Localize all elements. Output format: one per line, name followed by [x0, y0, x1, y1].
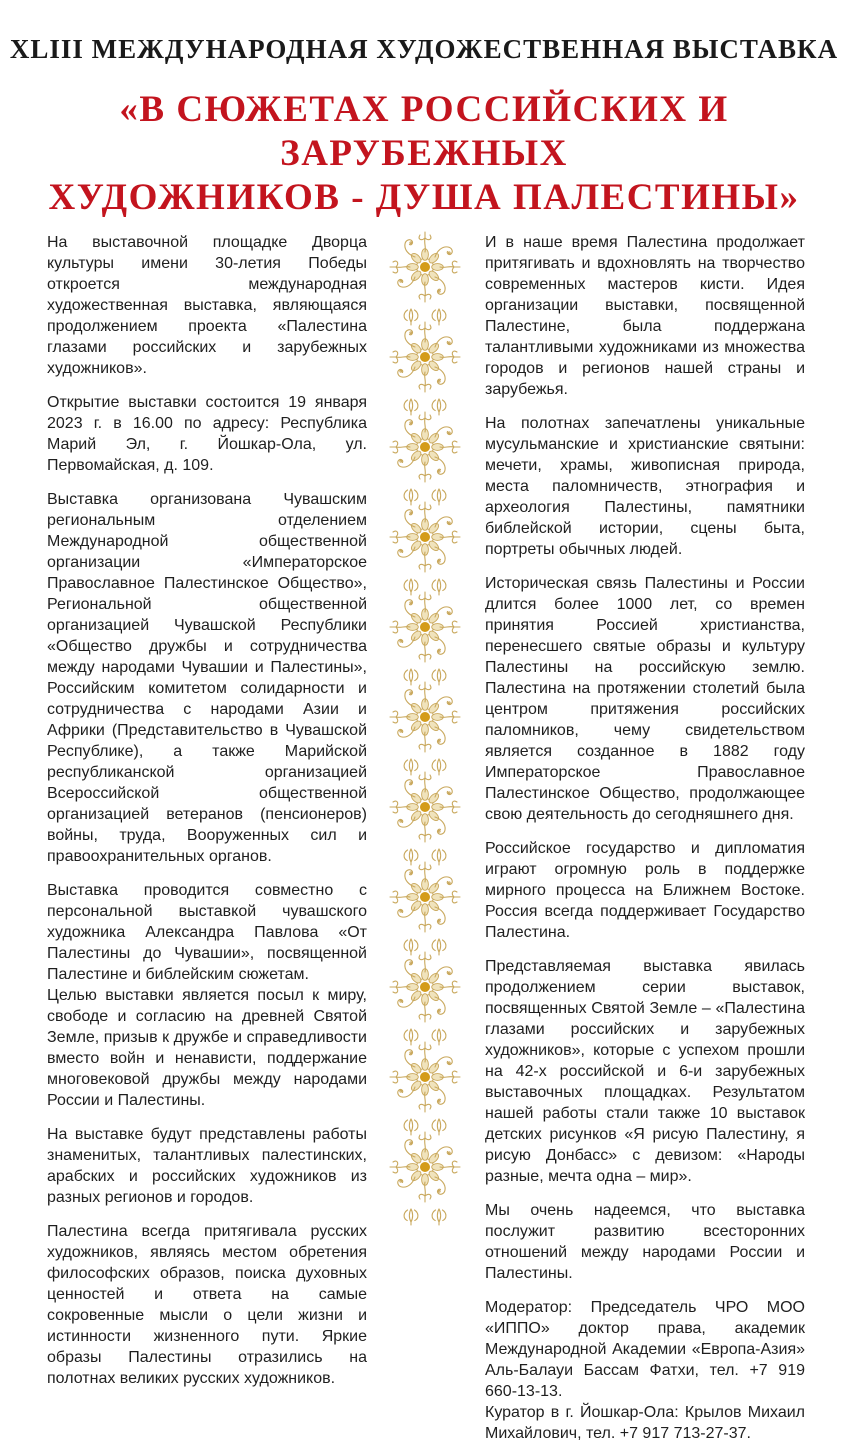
left-column — [47, 232, 367, 1389]
exhibition-title-line1: «В СЮЖЕТАХ РОССИЙСКИХ И ЗАРУБЕЖНЫХ — [119, 89, 729, 174]
paragraph: Модератор: Председатель ЧРО МОО «ИППО» доктор права, академик Международной Академии «Европа-Азия» Аль-Балауи Бассам Фатхи, тел. +7 919 660-13-13. — [485, 1299, 805, 1400]
paragraph: Палестина всегда притягивала русских художников, являясь местом обретения философских образов, поиска духовных ценностей и ответа на самые сокровенные мысли о цели жизни и истинности жизненного пути. Яркие образы Палестины отразились на полотнах великих русских художников. — [47, 1223, 367, 1387]
paragraph: Открытие выставки состоится 19 января 2023 г. в 16.00 по адресу: Республика Марий Эл, г. Йошкар-Ола, ул. Первомайская, д. 109. — [47, 394, 367, 474]
paragraph: И в наше время Палестина продолжает притягивать и вдохновлять на творчество современных мастеров кисти. Идея организации выставки, посвященной Палестине, была поддержана талантливыми художниками из множества городов и регионов нашей страны и зарубежья. — [485, 234, 805, 398]
paragraph: Российское государство и дипломатия играют огромную роль в поддержке мирного процесса на Ближнем Востоке. Россия всегда поддерживает Государство Палестина. — [485, 840, 805, 941]
paragraph: Куратор в г. Йошкар-Ола: Крылов Михаил Михайлович, тел. +7 917 713-27-37. — [485, 1404, 805, 1442]
paragraph: Выставка проводится совместно с персональной выставкой чувашского художника Александра Павлова «От Палестины до Чувашии», посвященной Палестине и библейским сюжетам. — [47, 882, 367, 983]
paragraph: Мы очень надеемся, что выставка послужит развитию всесторонних отношений между народами России и Палестины. — [485, 1202, 805, 1282]
paragraph: Выставка организована Чувашским региональным отделением Международной общественной организации «Императорское Православное Палестинское Общество», Региональной общественной организацией Чувашской Республики «Общество дружбы и сотрудничества между народами Чувашии и Палестины», Российским комитетом солидарности и сотрудничества с народами Азии и Африки (Представительство в Чувашской Республике), а также Марийской республиканской организацией Всероссийской общественной организацией ветеранов (пенсионеров) войны, труда, Вооруженных сил и правоохранительных органов. — [47, 491, 367, 865]
exhibition-title — [0, 88, 848, 220]
flyer-page — [0, 34, 848, 1442]
two-column-body — [0, 232, 848, 1444]
ornament-divider — [388, 232, 462, 1227]
paragraph: Историческая связь Палестины и России длится более 1000 лет, со времен принятия Россией христианства, перенесшего святые образы и культуру Палестины на российскую землю. Палестина на протяжении столетий была центром притяжения российских паломников, чему свидетельством является созданное в 1882 году Императорское Православное Палестинское Общество, продолжающее свою деятельность до сегодняшнего дня. — [485, 575, 805, 823]
paragraph: На выставке будут представлены работы знаменитых, талантливых палестинских, арабских и российских художников из разных регионов и городов. — [47, 1126, 367, 1206]
paragraph: На выставочной площадке Дворца культуры имени 30-летия Победы откроется международная художественная выставка, являющаяся продолжением проекта «Палестина глазами российских и зарубежных художников». — [47, 234, 367, 377]
exhibition-title-line2: ХУДОЖНИКОВ - ДУША ПАЛЕСТИНЫ» — [48, 177, 800, 218]
paragraph: На полотнах запечатлены уникальные мусульманские и христианские святыни: мечети, храмы, живописная природа, места паломничеств, этнография и археология Палестины, памятники библейской истории, сцены быта, портреты обычных людей. — [485, 415, 805, 558]
gold-floral-ornament-icon — [388, 232, 462, 1222]
paragraph: Представляемая выставка явилась продолжением серии выставок, посвященных Святой Земле – «Палестина глазами российских и зарубежных художников», которые с успехом прошли на 42-х российской и 6-и зарубежных выставочных площадках. Результатом нашей работы стали также 10 выставок детских рисунков «Я рисую Палестину, я рисую Донбасс» с девизом: «Народы разные, мечта одна – мир». — [485, 958, 805, 1185]
right-column — [485, 232, 805, 1444]
paragraph: Целью выставки является посыл к миру, свободе и согласию на древней Святой Земле, призыв к дружбе и справедливости вместо войн и ненависти, поддержание многовековой дружбы между народами России и Палестины. — [47, 987, 367, 1109]
exhibition-supertitle: XLIII МЕЖДУНАРОДНАЯ ХУДОЖЕСТВЕННАЯ ВЫСТАВКА — [9, 34, 839, 64]
